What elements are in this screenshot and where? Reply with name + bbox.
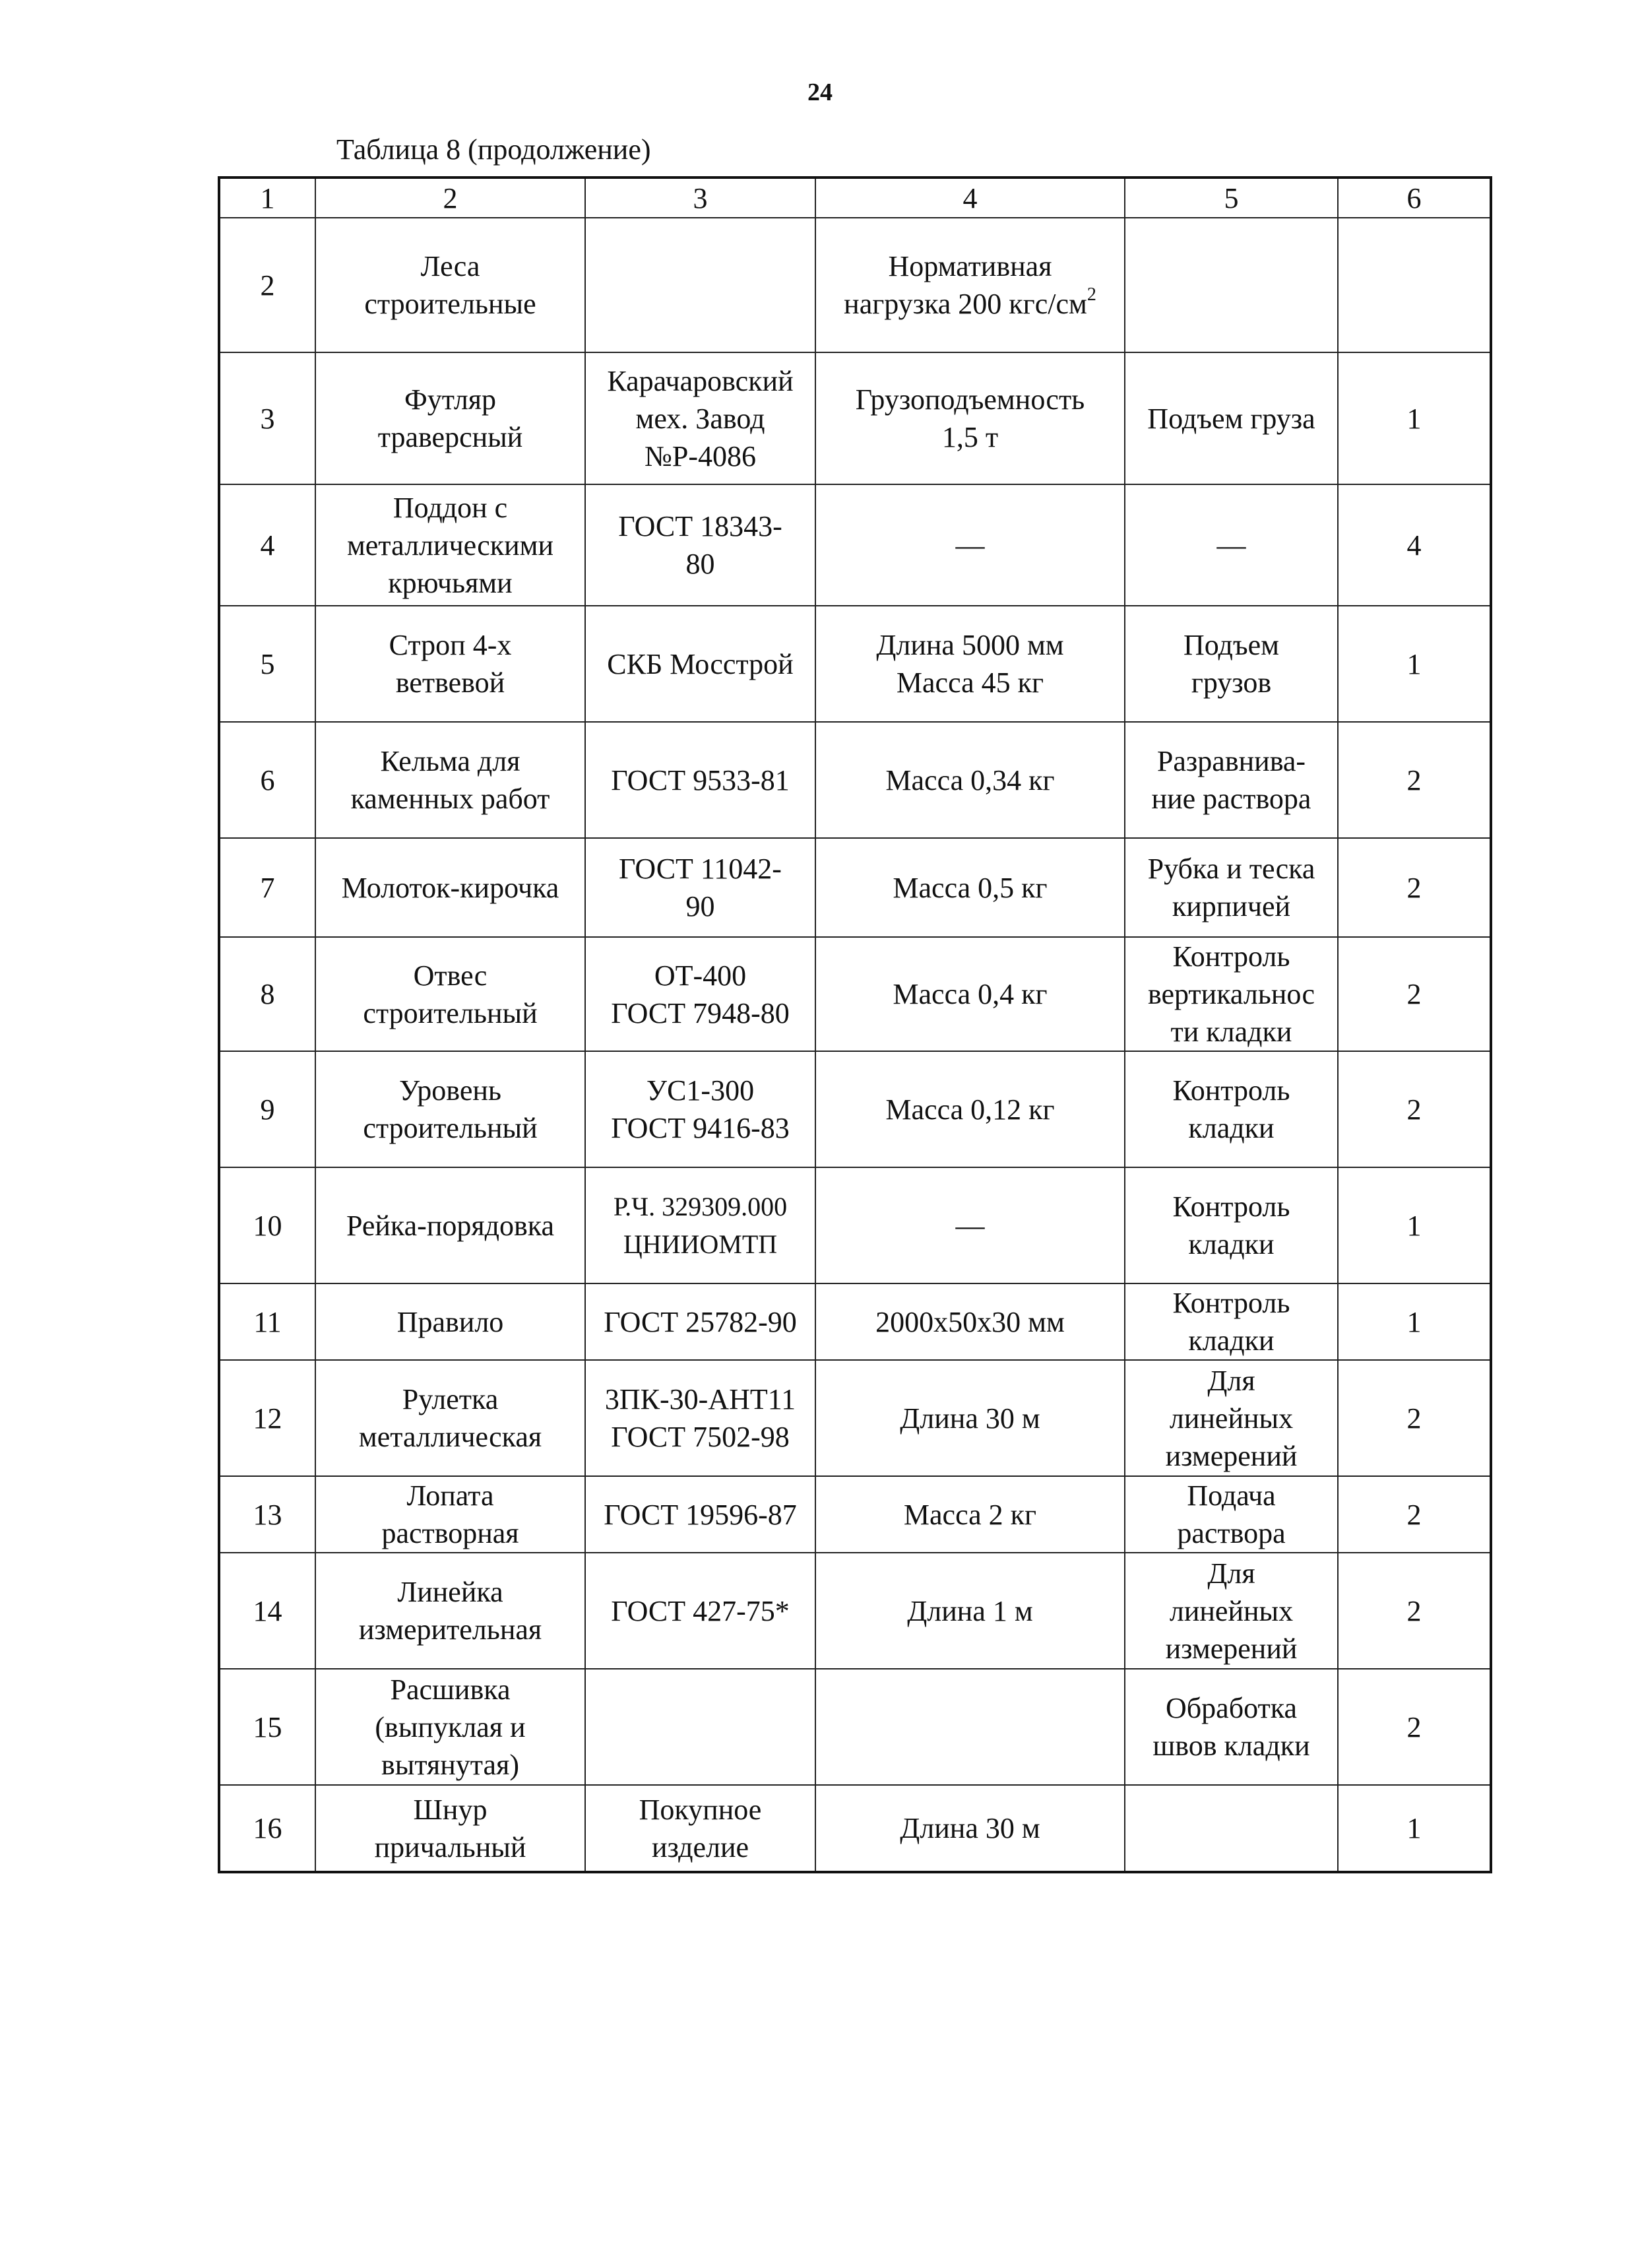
quantity-cell: 2 — [1338, 1051, 1491, 1167]
specification-cell — [815, 1785, 1125, 1872]
purpose-cell — [1125, 722, 1338, 838]
purpose-cell — [1125, 606, 1338, 722]
row-number-cell: 10 — [219, 1167, 315, 1283]
cell-line: Масса 45 кг — [896, 666, 1044, 699]
dash-mark: — — [1216, 529, 1246, 562]
specification-cell — [815, 1476, 1125, 1553]
purpose-cell — [1125, 937, 1338, 1051]
purpose-cell — [1125, 1669, 1338, 1785]
item-name-cell — [315, 1051, 585, 1167]
table-row — [219, 606, 1491, 722]
document-cell — [585, 218, 815, 352]
cell-line: растворная — [381, 1517, 519, 1549]
purpose-cell — [1125, 484, 1338, 606]
cell-line: кладки — [1188, 1324, 1275, 1357]
table-caption: Таблица 8 (продолжение) — [336, 133, 651, 166]
quantity-cell — [1338, 218, 1491, 352]
table-header-row — [219, 178, 1491, 218]
purpose-cell — [1125, 838, 1338, 937]
cell-line: Масса 0,5 кг — [893, 871, 1048, 904]
document-cell — [585, 722, 815, 838]
cell-line: Длина 5000 мм — [876, 629, 1064, 661]
cell-line: швов кладки — [1152, 1730, 1310, 1762]
cell-line: Масса 0,12 кг — [885, 1093, 1055, 1126]
cell-line: изделие — [651, 1831, 749, 1863]
specification-cell — [815, 1167, 1125, 1283]
header-cell: 1 — [219, 178, 315, 218]
table-row — [219, 1669, 1491, 1785]
cell-line: Карачаровский — [607, 364, 794, 397]
cell-line: измерительная — [358, 1613, 542, 1646]
table-row — [219, 484, 1491, 606]
table-row — [219, 1476, 1491, 1553]
cell-line: каменных работ — [350, 783, 550, 815]
cell-line: ГОСТ 7948-80 — [611, 996, 790, 1029]
row-number-cell: 13 — [219, 1476, 315, 1553]
quantity-cell: 1 — [1338, 606, 1491, 722]
cell-line: измерений — [1165, 1632, 1298, 1665]
table-row — [219, 1167, 1491, 1283]
specification-cell — [815, 1283, 1125, 1360]
purpose-cell — [1125, 1360, 1338, 1476]
item-name-cell — [315, 1283, 585, 1360]
cell-line: Длина 30 м — [900, 1812, 1040, 1844]
cell-line: линейных — [1169, 1594, 1294, 1627]
cell-line: Рубка и теска — [1147, 853, 1315, 885]
specification-cell — [815, 1051, 1125, 1167]
superscript: 2 — [1087, 284, 1096, 305]
cell-line: Р.Ч. 329309.000 — [613, 1192, 788, 1221]
document-cell — [585, 1785, 815, 1872]
cell-line: Разравнива- — [1156, 745, 1306, 777]
row-number-cell: 7 — [219, 838, 315, 937]
cell-line: 3ПК-30-АНТ11 — [604, 1383, 796, 1415]
cell-line: 1,5 т — [941, 421, 999, 453]
document-cell — [585, 1553, 815, 1669]
cell-line: (выпуклая и — [375, 1710, 526, 1743]
specification-cell — [815, 606, 1125, 722]
header-cell: 5 — [1125, 178, 1338, 218]
table-row — [219, 838, 1491, 937]
cell-line: раствора — [1177, 1517, 1286, 1549]
cell-line: Контроль — [1172, 940, 1290, 973]
cell-line: Рулетка — [402, 1383, 499, 1415]
cell-line: Грузоподъемность — [855, 383, 1085, 416]
cell-line: траверсный — [377, 421, 523, 453]
cell-line: строительный — [363, 1112, 538, 1144]
row-number-cell: 4 — [219, 484, 315, 606]
item-name-cell — [315, 722, 585, 838]
quantity-cell: 4 — [1338, 484, 1491, 606]
row-number-cell: 14 — [219, 1553, 315, 1669]
cell-line: Линейка — [397, 1576, 503, 1608]
cell-line: УС1-300 — [646, 1074, 755, 1107]
item-name-cell — [315, 1167, 585, 1283]
table-row — [219, 937, 1491, 1051]
cell-line: измерений — [1165, 1439, 1298, 1472]
cell-line: Для — [1207, 1364, 1255, 1397]
table-row — [219, 352, 1491, 484]
quantity-cell: 1 — [1338, 1785, 1491, 1872]
purpose-cell — [1125, 352, 1338, 484]
dash-mark: — — [955, 529, 985, 562]
header-cell: 2 — [315, 178, 585, 218]
cell-line: ГОСТ 11042- — [619, 853, 782, 885]
header-cell: 6 — [1338, 178, 1491, 218]
cell-line: 2000x50x30 мм — [875, 1305, 1065, 1338]
table-body — [219, 178, 1491, 1872]
quantity-cell: 1 — [1338, 352, 1491, 484]
document-cell — [585, 606, 815, 722]
item-name-cell — [315, 1553, 585, 1669]
specification-cell — [815, 484, 1125, 606]
row-number-cell: 6 — [219, 722, 315, 838]
cell-line: Подача — [1187, 1479, 1276, 1512]
table-row — [219, 1553, 1491, 1669]
cell-line: Расшивка — [390, 1673, 511, 1706]
cell-line: Масса 0,4 кг — [893, 978, 1048, 1010]
quantity-cell: 1 — [1338, 1167, 1491, 1283]
item-name-cell — [315, 1476, 585, 1553]
cell-line: Длина 1 м — [907, 1594, 1033, 1627]
row-number-cell: 11 — [219, 1283, 315, 1360]
cell-line: ветвевой — [395, 666, 505, 699]
purpose-cell — [1125, 1283, 1338, 1360]
cell-line: ГОСТ 427-75* — [611, 1594, 790, 1627]
document-cell — [585, 1476, 815, 1553]
table-row — [219, 1051, 1491, 1167]
cell-line: ОТ-400 — [654, 959, 747, 992]
purpose-cell — [1125, 1167, 1338, 1283]
document-cell — [585, 1360, 815, 1476]
specification-cell — [815, 722, 1125, 838]
cell-line: крючьями — [388, 566, 513, 599]
cell-line: ГОСТ 25782-90 — [604, 1305, 797, 1338]
cell-line: Масса 0,34 кг — [885, 763, 1055, 796]
cell-line: СКБ Мосстрой — [607, 647, 794, 680]
document-cell — [585, 937, 815, 1051]
cell-line: ти кладки — [1170, 1016, 1292, 1048]
document-cell — [585, 1167, 815, 1283]
quantity-cell: 2 — [1338, 838, 1491, 937]
quantity-cell: 2 — [1338, 1669, 1491, 1785]
purpose-cell — [1125, 1051, 1338, 1167]
table-row — [219, 1283, 1491, 1360]
cell-line: Правило — [396, 1305, 504, 1338]
item-name-cell — [315, 1360, 585, 1476]
item-name-cell — [315, 218, 585, 352]
cell-line: №Р-4086 — [644, 439, 757, 472]
cell-line: линейных — [1169, 1402, 1294, 1435]
quantity-cell: 2 — [1338, 722, 1491, 838]
item-name-cell — [315, 1785, 585, 1872]
cell-line: Подъем груза — [1147, 402, 1315, 435]
quantity-cell: 2 — [1338, 1553, 1491, 1669]
row-number-cell: 16 — [219, 1785, 315, 1872]
cell-line: Кельма для — [380, 745, 520, 777]
row-number-cell: 9 — [219, 1051, 315, 1167]
cell-line: грузов — [1191, 666, 1272, 699]
equipment-table — [218, 176, 1492, 1873]
specification-cell — [815, 838, 1125, 937]
cell-line: Молоток-кирочка — [341, 871, 559, 904]
cell-line: Шнур — [413, 1793, 488, 1826]
specification-cell — [815, 1360, 1125, 1476]
dash-mark: — — [955, 1209, 985, 1242]
item-name-cell — [315, 838, 585, 937]
item-name-cell — [315, 1669, 585, 1785]
cell-line: ГОСТ 9533-81 — [611, 763, 790, 796]
cell-line: Футляр — [404, 383, 497, 416]
page-number: 24 — [807, 79, 833, 106]
table-row — [219, 1360, 1491, 1476]
cell-line: Обработка — [1166, 1692, 1297, 1724]
cell-line: вытянутая) — [381, 1748, 519, 1781]
cell-line: Масса 2 кг — [903, 1498, 1037, 1531]
document-cell — [585, 352, 815, 484]
quantity-cell: 2 — [1338, 1360, 1491, 1476]
header-cell: 3 — [585, 178, 815, 218]
purpose-cell — [1125, 1785, 1338, 1872]
cell-line: Рейка-порядовка — [346, 1209, 555, 1242]
cell-line: вертикальнос — [1147, 978, 1315, 1010]
document-cell — [585, 838, 815, 937]
cell-line: ЦНИИОМТП — [623, 1229, 778, 1259]
cell-line: кладки — [1188, 1228, 1275, 1260]
cell-line: Поддон с — [393, 491, 508, 524]
cell-line: Уровень — [399, 1074, 501, 1107]
cell-line: строительные — [364, 288, 536, 320]
row-number-cell: 15 — [219, 1669, 315, 1785]
cell-line: Лопата — [406, 1479, 494, 1512]
document-cell — [585, 484, 815, 606]
cell-line: причальный — [374, 1831, 526, 1863]
item-name-cell — [315, 484, 585, 606]
table-row — [219, 1785, 1491, 1872]
specification-cell — [815, 218, 1125, 352]
cell-line: Для — [1207, 1557, 1255, 1590]
cell-line: ГОСТ 7502-98 — [611, 1421, 790, 1453]
item-name-cell — [315, 937, 585, 1051]
item-name-cell — [315, 606, 585, 722]
item-name-cell — [315, 352, 585, 484]
row-number-cell: 2 — [219, 218, 315, 352]
header-cell: 4 — [815, 178, 1125, 218]
cell-line: ГОСТ 18343- — [618, 510, 782, 542]
cell-line: мех. Завод — [635, 402, 765, 435]
cell-line: ГОСТ 19596-87 — [604, 1498, 797, 1531]
row-number-cell: 3 — [219, 352, 315, 484]
row-number-cell: 5 — [219, 606, 315, 722]
cell-line: Контроль — [1172, 1190, 1290, 1223]
cell-line: Строп 4-х — [389, 629, 512, 661]
cell-line: Отвес — [413, 959, 488, 992]
specification-cell — [815, 1669, 1125, 1785]
row-number-cell: 8 — [219, 937, 315, 1051]
table-row — [219, 722, 1491, 838]
document-cell — [585, 1669, 815, 1785]
cell-line: 80 — [685, 548, 715, 580]
purpose-cell — [1125, 1553, 1338, 1669]
quantity-cell: 1 — [1338, 1283, 1491, 1360]
purpose-cell — [1125, 1476, 1338, 1553]
cell-line: Контроль — [1172, 1287, 1290, 1319]
document-cell — [585, 1283, 815, 1360]
cell-line: Нормативная — [888, 250, 1052, 282]
cell-line: Длина 30 м — [900, 1402, 1040, 1435]
table-row — [219, 218, 1491, 352]
cell-line: Подъем — [1183, 629, 1280, 661]
cell-line: 90 — [685, 890, 715, 923]
document-cell — [585, 1051, 815, 1167]
cell-line: кирпичей — [1172, 890, 1291, 923]
cell-line: металлическая — [358, 1421, 542, 1453]
cell-line: нагрузка 200 кгс/см — [844, 288, 1087, 320]
cell-line: ние раствора — [1151, 783, 1311, 815]
quantity-cell: 2 — [1338, 1476, 1491, 1553]
cell-line: Леса — [420, 250, 480, 282]
cell-line: Покупное — [639, 1793, 762, 1826]
cell-line: Контроль — [1172, 1074, 1290, 1107]
cell-line: ГОСТ 9416-83 — [611, 1112, 790, 1144]
specification-cell — [815, 352, 1125, 484]
cell-line: металлическими — [346, 529, 554, 562]
purpose-cell — [1125, 218, 1338, 352]
cell-line: кладки — [1188, 1112, 1275, 1144]
quantity-cell: 2 — [1338, 937, 1491, 1051]
row-number-cell: 12 — [219, 1360, 315, 1476]
specification-cell — [815, 1553, 1125, 1669]
cell-line: строительный — [363, 996, 538, 1029]
specification-cell — [815, 937, 1125, 1051]
